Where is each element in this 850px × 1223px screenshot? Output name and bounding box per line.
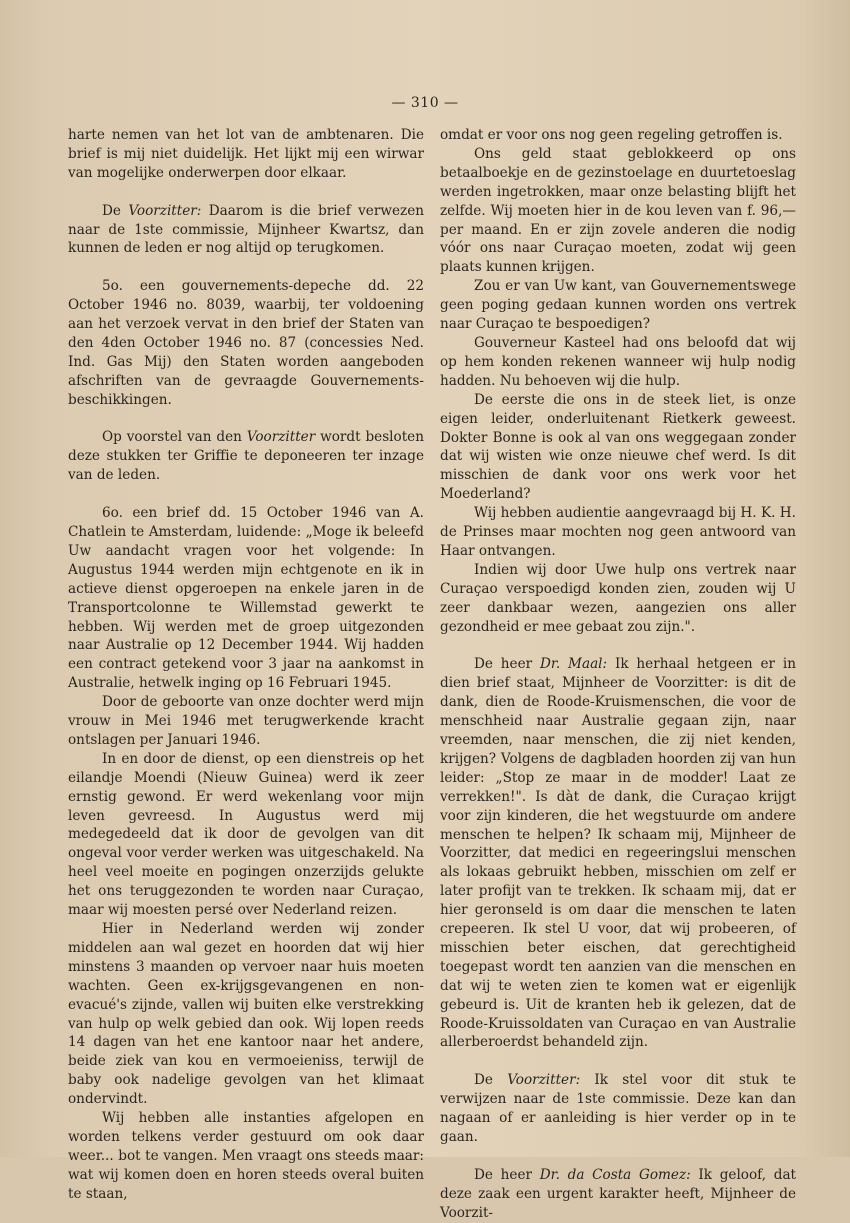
paragraph: Door de geboorte van onze dochter werd mijn vrouw in Mei 1946 met terugwerkende kracht ontslagen per Januari 1946.: [68, 694, 424, 748]
paragraph: omdat er voor ons nog geen regeling getroffen is.: [440, 127, 783, 143]
paragraph: Gouverneur Kasteel had ons beloofd dat wij op hem konden rekenen wanneer wij hulp nodig hadden. Nu behoeven wij die hulp.: [440, 334, 796, 389]
speaker-name: Voorzitter:: [128, 202, 202, 219]
paragraph: Wij hebben audientie aangevraagd bij H. K. H. de Prinses maar mochten nog geen antwoord van Haar ontvangen.: [440, 505, 796, 559]
paragraph: 5o. een gouvernements-depeche dd. 22 October 1946 no. 8039, waarbij, ter voldoening aan het verzoek vervat in den brief der Staten van den 4den October 1946 no. 87 (concessies Ned. Ind. Gas Mij) den Staten worden aangeboden afschriften van de gevraagde Gouvernements-beschikkingen.: [68, 278, 424, 408]
paragraph: harte nemen van het lot van de ambtenaren. Die brief is mij niet duidelijk. Het lijkt mij een wirwar van mogelijke onderwerpen door elkaar.: [68, 127, 424, 181]
speaker-name: Dr. Maal:: [539, 656, 608, 673]
paragraph: Ons geld staat geblokkeerd op ons betaalboekje en de gezinstoelage en duurtetoeslag werden ingetrokken, maar onze belasting blijft het zelfde. Wij moeten hier in de kou leven van f. 96,— per maand. En er zijn zovele anderen die nodig vóór ons naar Curaçao moeten, zodat wij geen plaats kunnen krijgen.: [440, 145, 796, 276]
paragraph: De heer Dr. Maal: Ik herhaal hetgeen er in dien brief staat, Mijnheer de Voorzitter: is dit de dank, dien de Roode-Kruismenschen, die voor de menschheid naar Australie gegaan zijn, naar vreemden, naar menschen, die zij niet kenden, krijgen? Volgens de dagbladen hoorden zij van hun leider: „Stop ze maar in de modder! Laat ze verrekken!". Is dàt de dank, die Curaçao krijgt voor zijn kinderen, die het wegstuurde om andere menschen te helpen? Ik schaam mij, Mijnheer de Voorzitter, dat medici en regeeringslui menschen als lokaas gebruikt hebben, misschien om zelf er later profijt van te trekken. Ik schaam mij, dat er hier geronseld is om daar die menschen te laten crepeeren. Ik stel U voor, dat wij probeeren, of misschien beter eischen, dat gerechtigheid toegepast wordt ten aanzien van die menschen en dat wij te weten zien te komen wat er eigenlijk gebeurd is. Uit de kranten heb ik gelezen, dat de Roode-Kruissoldaten van Curaçao en van Australie allerberoerdst behandeld zijn.: [440, 656, 796, 1051]
paragraph: Zou er van Uw kant, van Gouvernementswege geen poging gedaan kunnen worden ons vertrek naar Curaçao te bespoedigen?: [440, 278, 796, 333]
speaker-name: Dr. da Costa Gomez:: [539, 1166, 691, 1183]
right-column: [440, 126, 796, 1223]
paragraph: In en door de dienst, op een dienstreis op het eilandje Moendi (Nieuw Guinea) werd ik zeer ernstig gewond. Er werd wekenlang voor mijn leven gevreesd. In Augustus werd mij medegedeeld dat ik door de gevolgen van dit ongeval voor verder werken was uitgeschakeld. Na heel veel moeite en pogingen onzerzijds gelukte het ons teruggezonden te worden naar Curaçao, maar wij moesten persé over Nederland reizen.: [68, 750, 424, 919]
paragraph: Indien wij door Uwe hulp ons vertrek naar Curaçao verspoedigd konden zien, zouden wij U zeer dankbaar wezen, aangezien ons aller gezondheid er mee gebaat zou zijn.".: [440, 561, 796, 635]
paragraph: De Voorzitter: Daarom is die brief verwezen naar de 1ste commissie, Mijnheer Kwartsz, dan kunnen de leden er nog altijd op terugkomen.: [68, 202, 424, 257]
paragraph: Op voorstel van den Voorzitter wordt besloten deze stukken ter Griffie te deponeeren ter inzage van de leden.: [68, 429, 424, 484]
speaker-name: Voorzitter:: [507, 1072, 581, 1089]
speaker-name: Voorzitter: [246, 429, 316, 446]
paragraph: De heer Dr. da Costa Gomez: Ik geloof, dat deze zaak een urgent karakter heeft, Mijnheer de Voorzit-: [440, 1166, 797, 1221]
paragraph: 6o. een brief dd. 15 October 1946 van A. Chatlein te Amsterdam, luidende: „Moge ik beleefd Uw aandacht vragen voor het volgende: In Augustus 1944 werden mijn echtgenote en ik in actieve dienst opgeroepen na enkele jaren in de Transportcolonne te Willemstad gewerkt te hebben. Wij werden met de groep uitgezonden naar Australie op 12 December 1944. Wij hadden een contract getekend voor 3 jaar na aankomst in Australie, hetwelk inging op 16 Februari 1945.: [68, 505, 424, 692]
paragraph: Wij hebben alle instanties afgelopen en worden telkens verder gestuurd om ook daar weer... bot te vangen. Men vraagt ons steeds maar: wat wij komen doen en horen steeds overal buiten te staan,: [68, 1110, 424, 1202]
paragraph: De Voorzitter: Ik stel voor dit stuk te verwijzen naar de 1ste commissie. Deze kan dan nagaan of er aanleiding is hier verder op in te gaan.: [440, 1072, 796, 1145]
page-number: — 310 —: [391, 95, 459, 111]
left-column: [68, 126, 424, 1204]
paragraph: Hier in Nederland werden wij zonder middelen aan wal gezet en hoorden dat wij hier minstens 3 maanden op vervoer naar huis moeten wachten. Geen ex-krijgsgevangenen en non-evacué's zijnde, vallen wij buiten elke verstrekking van hulp op welk gebied dan ook. Wij lopen reeds 14 dagen van het ene kantoor naar het andere, beide ziek van kou en vermoeieniss, terwijl de baby ook nadelige gevolgen van het klimaat ondervindt.: [68, 921, 424, 1108]
paragraph: De eerste die ons in de steek liet, is onze eigen leider, onderluitenant Rietkerk geweest. Dokter Bonne is ook al van ons weggegaan zonder dat wij wisten wie onze nieuwe chef werd. Is dit misschien de dank voor ons werk voor het Moederland?: [440, 391, 796, 503]
